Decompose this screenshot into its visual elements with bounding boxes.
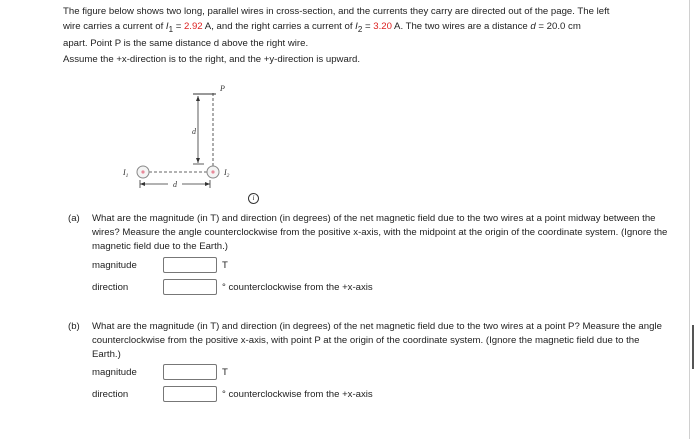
scrollbar-thumb[interactable]: [692, 325, 694, 369]
current-I1-value: 2.92: [183, 20, 203, 32]
part-a-text: What are the magnitude (in T) and direction (in degrees) of the net magnetic field due to the two wires at a point midway between the wires? Measure the angle counterclockwise from the positive x-axis, with the midpoint at the origin of the coordinate system. (Ignore the magnetic field due to the Earth.): [92, 213, 668, 252]
distance-value: 20.0: [546, 20, 566, 32]
label-I2: $I_2$: [224, 168, 230, 179]
part-a-magnitude-label: magnitude: [92, 260, 137, 271]
left-wire-dot: [141, 170, 144, 173]
label-P: P: [220, 84, 225, 93]
vertical-arrow-top: [196, 96, 200, 101]
part-a-magnitude-unit: T: [222, 260, 228, 271]
part-b-text: What are the magnitude (in T) and direction (in degrees) of the net magnetic field due to the two wires at a point P? Measure the angle counterclockwise from the positive x-axis, with point P at the origin of the coordinate system. (Ignore the magnetic field due to the Earth.): [92, 321, 662, 360]
assumption-text: Assume the +x-direction is to the right, and the +y-direction is upward.: [63, 54, 361, 65]
intro-line-2: wire carries a current of $I_1 = 2.92$ A, and the right carries a current of $I_2 = 3.20$ A. The two wires are a distance d = 20.0 cm: [63, 20, 581, 34]
info-icon[interactable]: i: [248, 193, 259, 204]
part-b-magnitude-input[interactable]: [163, 364, 217, 380]
part-b-direction-input[interactable]: [163, 386, 217, 402]
part-b-direction-label: direction: [92, 389, 129, 400]
part-a-magnitude-input[interactable]: [163, 257, 217, 273]
part-b-letter: (b): [68, 321, 80, 332]
intro-line-1: The figure below shows two long, parallel wires in cross-section, and the currents they carry are directed out of the page. The left: [63, 6, 610, 17]
problem-intro: [63, 5, 678, 52]
right-wire-dot: [211, 170, 214, 173]
intro-line-3: apart. Point P is the same distance d above the right wire.: [63, 38, 309, 50]
label-I1: $I_1$: [123, 168, 129, 179]
part-b-direction-unit: ° counterclockwise from the +x-axis: [222, 389, 373, 400]
part-a-letter: (a): [68, 213, 80, 224]
part-b-question: [68, 320, 668, 361]
part-a-direction-unit: ° counterclockwise from the +x-axis: [222, 282, 373, 293]
part-a-question: [68, 212, 668, 253]
page-right-border: [689, 0, 690, 439]
wire-figure: [118, 78, 238, 198]
part-a-direction-label: direction: [92, 282, 129, 293]
part-b-magnitude-unit: T: [222, 367, 228, 378]
horiz-arrow-right: [205, 182, 210, 186]
label-d-horizontal: d: [173, 180, 177, 189]
current-I2-value: 3.20: [373, 20, 392, 32]
part-b-magnitude-label: magnitude: [92, 367, 137, 378]
horiz-arrow-left: [140, 182, 145, 186]
vertical-arrow-bottom: [196, 158, 200, 163]
label-d-vertical: d: [192, 127, 196, 136]
part-a-direction-input[interactable]: [163, 279, 217, 295]
